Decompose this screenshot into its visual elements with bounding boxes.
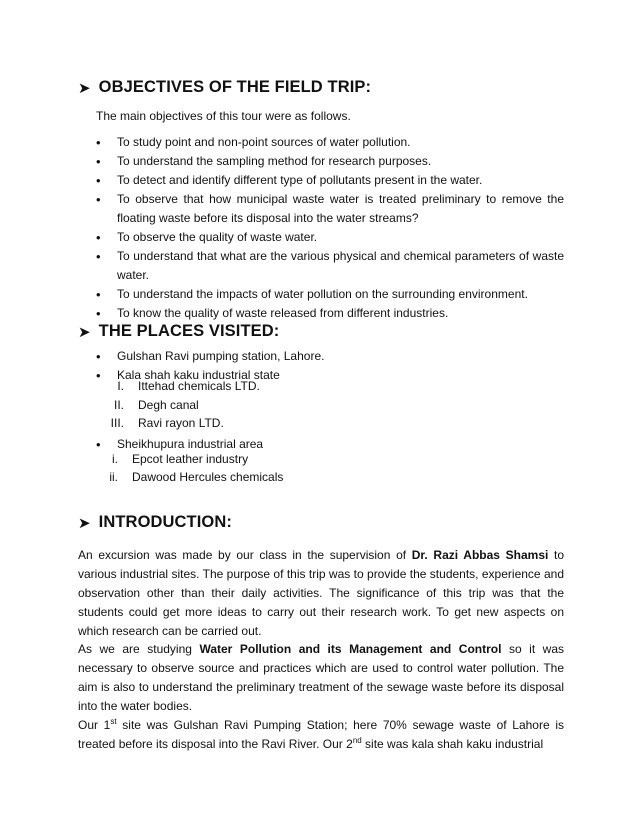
- places-heading-text: THE PLACES VISITED:: [98, 322, 280, 340]
- list-item: • To observe the quality of waste water.: [96, 228, 564, 247]
- list-item: • To study point and non-point sources of water pollution.: [96, 133, 564, 152]
- list-item: • To understand the sampling method for research purposes.: [96, 152, 564, 171]
- sublist-item: III. Ravi rayon LTD.: [110, 416, 224, 430]
- sublist-item: II. Degh canal: [113, 398, 199, 412]
- intro-paragraph-2: As we are studying Water Pollution and its Management and Control so it was necessary to observe source and practices which are used to control water pollution. The aim is also to understand the preliminary treatment of the sewage waste before its disposal into the water bodies.: [78, 642, 565, 713]
- list-item: • To detect and identify different type of pollutants present in the water.: [96, 171, 564, 190]
- list-item: • To know the quality of waste released from different industries.: [96, 304, 564, 323]
- objectives-heading: [78, 78, 371, 97]
- intro-paragraph-3: Our 1st site was Gulshan Ravi Pumping Station; here 70% sewage waste of Lahore is treated before its disposal into the Ravi River. Our 2nd site was kala shah kaku industrial: [78, 717, 564, 751]
- list-item: • Sheikhupura industrial area: [96, 435, 536, 454]
- sublist-item: i. Epcot leather industry: [112, 452, 249, 466]
- introduction-heading: [78, 513, 232, 532]
- arrow-bullet-icon: ➤: [78, 323, 91, 341]
- arrow-bullet-icon: ➤: [78, 514, 91, 532]
- list-item: • Gulshan Ravi pumping station, Lahore.: [96, 347, 536, 366]
- list-item: • To understand the impacts of water pollution on the surrounding environment.: [96, 285, 564, 304]
- list-item: • Kala shah kaku industrial state: [96, 366, 536, 385]
- sublist-item: I. Ittehad chemicals LTD.: [117, 379, 260, 393]
- objectives-intro: The main objectives of this tour were as follows.: [96, 109, 351, 123]
- intro-paragraph-1: An excursion was made by our class in the supervision of Dr. Razi Abbas Shamsi to various industrial sites. The purpose of this trip was to provide the students, experience and observation other than their daily activities. The significance of this trip was that the students could get more ideas to carry out their research work. To get new aspects on which research can be carried out.: [78, 548, 564, 638]
- arrow-bullet-icon: ➤: [78, 79, 91, 97]
- list-item: • To understand that what are the various physical and chemical parameters of waste water.: [96, 247, 564, 285]
- objectives-list: [96, 133, 564, 323]
- objectives-heading-text: OBJECTIVES OF THE FIELD TRIP:: [98, 78, 372, 96]
- sublist-item: ii. Dawood Hercules chemicals: [109, 470, 284, 484]
- places-heading: [78, 322, 279, 341]
- introduction-heading-text: INTRODUCTION:: [98, 513, 232, 531]
- list-item: • To observe that how municipal waste water is treated preliminary to remove the floating waste before its disposal into the water streams?: [96, 190, 564, 228]
